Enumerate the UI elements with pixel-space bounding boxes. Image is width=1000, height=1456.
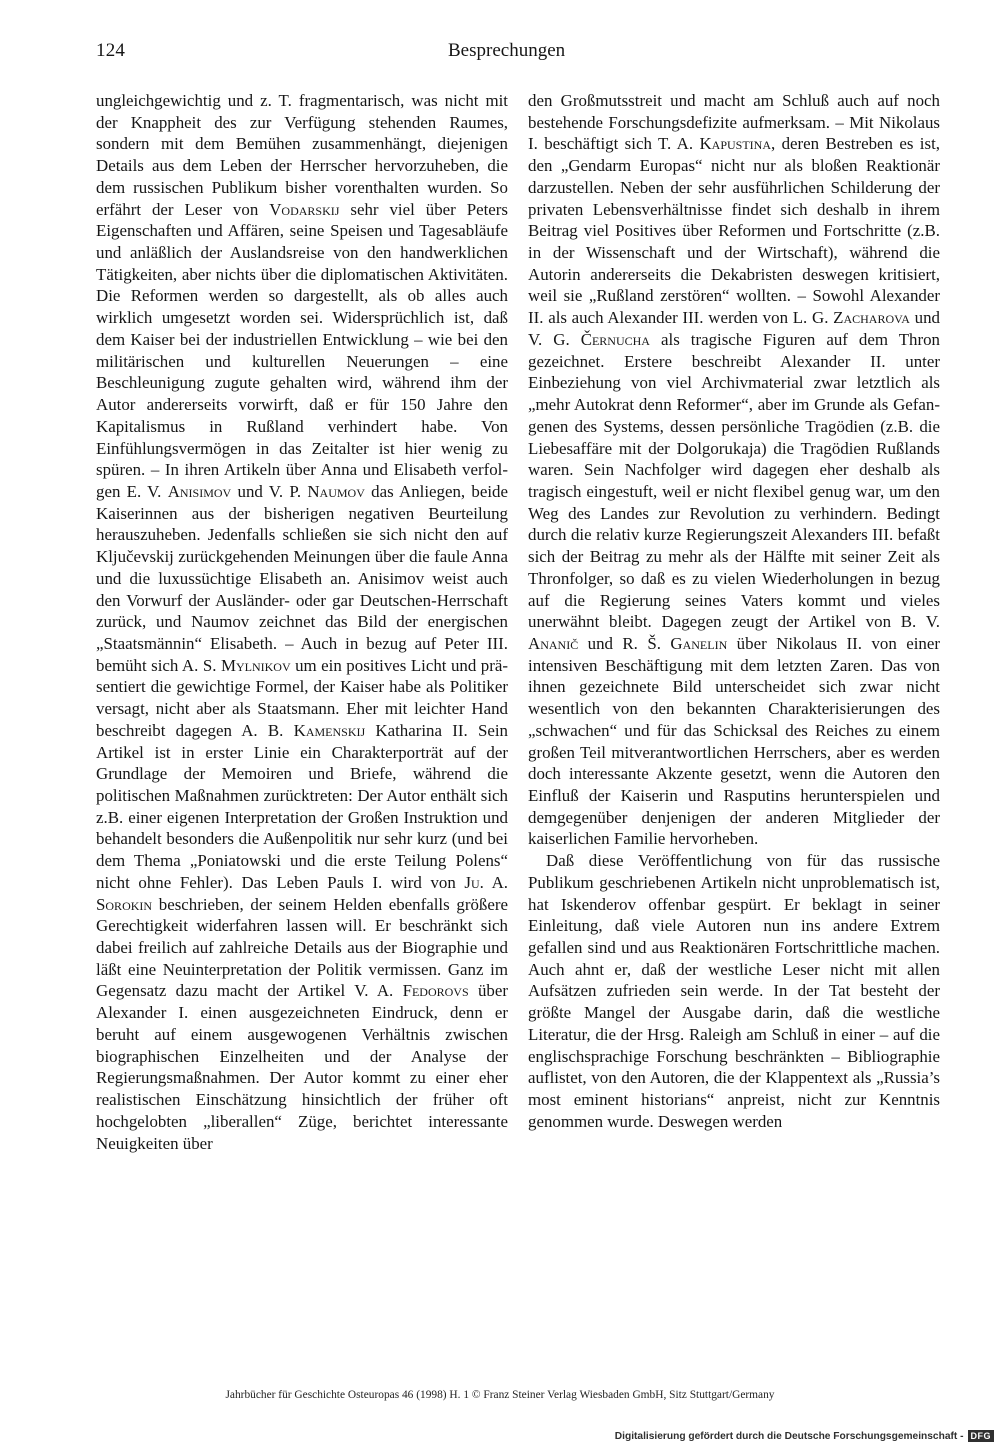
running-head: Besprechungen <box>448 40 566 61</box>
text-run: Daß diese Veröffentlichung von für das russische Publikum geschriebenen Artikeln nicht unproblematisch ist, hat Iskenderov offenbar gespürt. Er beklagt in seiner Einleitung, daß viele Autoren nun ins andere Extrem gefallen sind und aus Reaktionären Fortschrittliche machen. Auch ahnt er, daß der westliche Leser nicht mit allen Aufsätzen zufrieden sein werde. In der Tat besteht der größte Mangel der Ausgabe darin, daß die westliche Literatur, die der Hrsg. Raleigh am Schluß in einer – auf die englischsprachige Forschung beschränkten – Bibliographie auflistet, von den Autoren, die der Klappentext als „Russia’s most eminent historians“ anpreist, nicht zur Kenntnis genommen wurde. Deswegen werden <box>528 851 940 1131</box>
paragraph <box>528 90 940 850</box>
right-column <box>528 90 940 1133</box>
author-name: Kamenskij <box>293 720 366 740</box>
digitization-note <box>615 1430 994 1442</box>
text-run: und V. G. <box>528 308 940 349</box>
text-run: ungleichgewichtig und z. T. fragmentarisch, was nicht mit der Knappheit des zur Verfügung stehenden Raumes, sondern mit dem Bemühen zusammenhängt, diejenigen Details aus dem Leben der Herrscher hervorzuheben, die dem russischen Publikum bisher vorenthalten wurden. So erfährt der Leser von <box>96 91 508 219</box>
author-name: Anisimov <box>167 481 232 501</box>
left-column <box>96 90 508 1154</box>
footer-citation: Jahrbücher für Geschichte Osteuropas 46 (1998) H. 1 © Franz Steiner Verlag Wiesbaden GmbH, Sitz Stuttgart/Germany <box>225 1389 775 1401</box>
text-run: und V. P. <box>231 481 308 501</box>
text-run: um ein positives Licht und präsentiert die gewichtige Formel, der Kaiser habe als Politiker versagt, nicht aber als Staatsmann. Eher mit leichter Hand beschreibt dagegen A. B. <box>96 655 508 740</box>
text-run: sehr viel über Peters Eigenschaften und Affären, seine Speisen und Tagesabläufe und anläßlich der Auslandsreise von den handwerklichen Tätigkeiten, aber nichts über die diplomatischen Aktivitäten. Die Reformen werden so dargestellt, als ob alles auch wirklich umgesetzt worden sei. Widersprüchlich ist, daß dem Kaiser bei der industriellen Entwicklung – wie bei den militärischen und kulturellen Neuerungen – eine Beschleunigung zugute gehalten wird, während ihm der Autor andererseits vorwirft, daß er für 150 Jahre den Kapitalismus in Rußland verhindert habe. Von Einfühlungsvermögen in das Zeitalter ist hier wenig zu spüren. – In ihren Artikeln über Anna und Elisabeth verfolgen E. V. <box>96 199 508 501</box>
author-name: Ananič <box>528 633 579 653</box>
text-run: über Alexander I. einen ausgezeichneten Eindruck, denn er beruht auf einem ausgewogenen Verhältnis zwischen biographischen Einzelheiten und der Analyse der Regierungsmaßnahmen. Der Autor kommt zu einer eher realistischen Einschätzung hinsichtlich der früher oft hochgelobten „liberallen“ Züge, berichtet interessante Neuigkeiten über <box>96 981 508 1153</box>
author-name: Černucha <box>580 329 650 349</box>
text-run: Katharina II. Sein Artikel ist in erster Linie ein Charakterporträt auf der Grundlage der Memoiren und Briefe, während die politischen Maßnahmen zurücktreten: Der Autor enthält sich z.B. einer eigenen Interpretation der Großen Instruktion und behandelt besonders die Außenpolitik nur sehr kurz (und bei dem Thema „Poniatowski und die erste Teilung Polens“ nicht ohne Fehler). Das Leben Pauls I. wird von <box>96 720 508 892</box>
author-name: Kapustina <box>699 134 771 154</box>
text-run: und R. Š. <box>578 633 671 653</box>
author-name: Ganelin <box>670 633 728 653</box>
dfg-logo-icon: DFG <box>968 1430 995 1442</box>
author-name: Fedorovs <box>402 981 469 1001</box>
paragraph <box>96 90 508 1154</box>
page-number: 124 <box>96 40 126 61</box>
text-run: beschrieben, der seinem Helden ebenfalls größere Gerechtigkeit widerfahren lassen will. Er beschränkt sich dabei freilich auf zahlreiche Details aus der Biographie und läßt eine Neuinterpretation der Politik vermissen. Ganz im Gegensatz dazu macht der Artikel V. A. <box>96 894 508 1001</box>
text-run: über Nikolaus II. von einer intensiven Beschäftigung mit dem letzten Zaren. Das von ihnen gezeichnete Bild unterscheidet sich zwar nicht wesentlich von den bekannten Charakterisierungen des „schwachen“ und für das Schicksal des Reiches zu einem großen Teil mitverantwortlichen Herrschers, aber es werden doch interessante Akzente gesetzt, wenn die Autoren den Einfluß der Kaiserin und Rasputins herunterspielen und demgegenüber denjenigen der anderen Mitglieder der kaiserlichen Familie hervorheben. <box>528 633 940 849</box>
author-name: Zacharova <box>833 308 910 328</box>
digitization-text: Digitalisierung gefördert durch die Deutsche Forschungsgemeinschaft - <box>614 1430 964 1442</box>
text-run: das Anliegen, beide Kaiserinnen aus der bisherigen negativen Beurteilung herauszuheben. Jedenfalls schließen sie sich nicht den auf Ključevskij zurückgehenden Meinungen über die faule Anna und die luxussüchtige Elisabeth an. Anisimov weist auch den Vorwurf der Ausländer- oder gar Deutschen-Herrschaft zurück, und Naumov zeichnet das Bild der energischen „Staatsmännin“ Elisabeth. – Auch in bezug auf Peter III. bemüht sich A. S. <box>96 481 508 675</box>
author-name: Vodarskij <box>269 199 340 219</box>
paragraph <box>528 850 940 1132</box>
text-run: den Großmutsstreit und macht am Schluß auch auf noch bestehende Forschungsdefizite aufmerksam. – Mit Nikolaus I. beschäftigt sich T. A. <box>528 91 940 154</box>
text-run: als tragische Figuren auf dem Thron gezeichnet. Erstere beschreibt Alexander II. unter Einbeziehung von viel Archivmaterial zwar letztlich als „mehr Autokrat denn Reformer“, aber im Grunde als Gefangenen des Systems, dessen persönliche Tragödien (z.B. die Liebesaffäre mit der Dolgorukaja) die Tragödien Rußlands waren. Sein Nachfolger wird dagegen eher deshalb als tragisch eingestuft, weil er nicht flexibel genug war, um den Weg des Landes zur Revolution zu verhindern. Bedingt durch die relativ kurze Regierungszeit Alexanders III. befaßt sich der Beitrag zu mehr als der Hälfte mit seiner Zeit als Thronfolger, so daß es zu vielen Wiederholungen in bezug auf die Regierung seines Vaters kommt und vieles unerwähnt bleibt. Dagegen zeugt der Artikel von B. V. <box>528 329 940 632</box>
author-name: Naumov <box>307 481 365 501</box>
author-name: Mylnikov <box>220 655 291 675</box>
text-run: , deren Bestreben es ist, den „Gendarm Europas“ nicht nur als bloßen Reaktionär darzustellen. Neben der sehr ausführlichen Schilderung der privaten Lebensverhältnisse findet sich deshalb in ihrem Beitrag viel Positives über Reformen und Fortschritte (z.B. in der Wissenschaft und der Wirtschaft), während die Autorin andererseits die Dekabristen deswegen kritisiert, weil sie „Rußland zerstören“ wollten. – Sowohl Alexander II. als auch Alexander III. werden von L. G. <box>528 134 940 328</box>
author-name: Ju. A. Sorokin <box>96 872 508 914</box>
